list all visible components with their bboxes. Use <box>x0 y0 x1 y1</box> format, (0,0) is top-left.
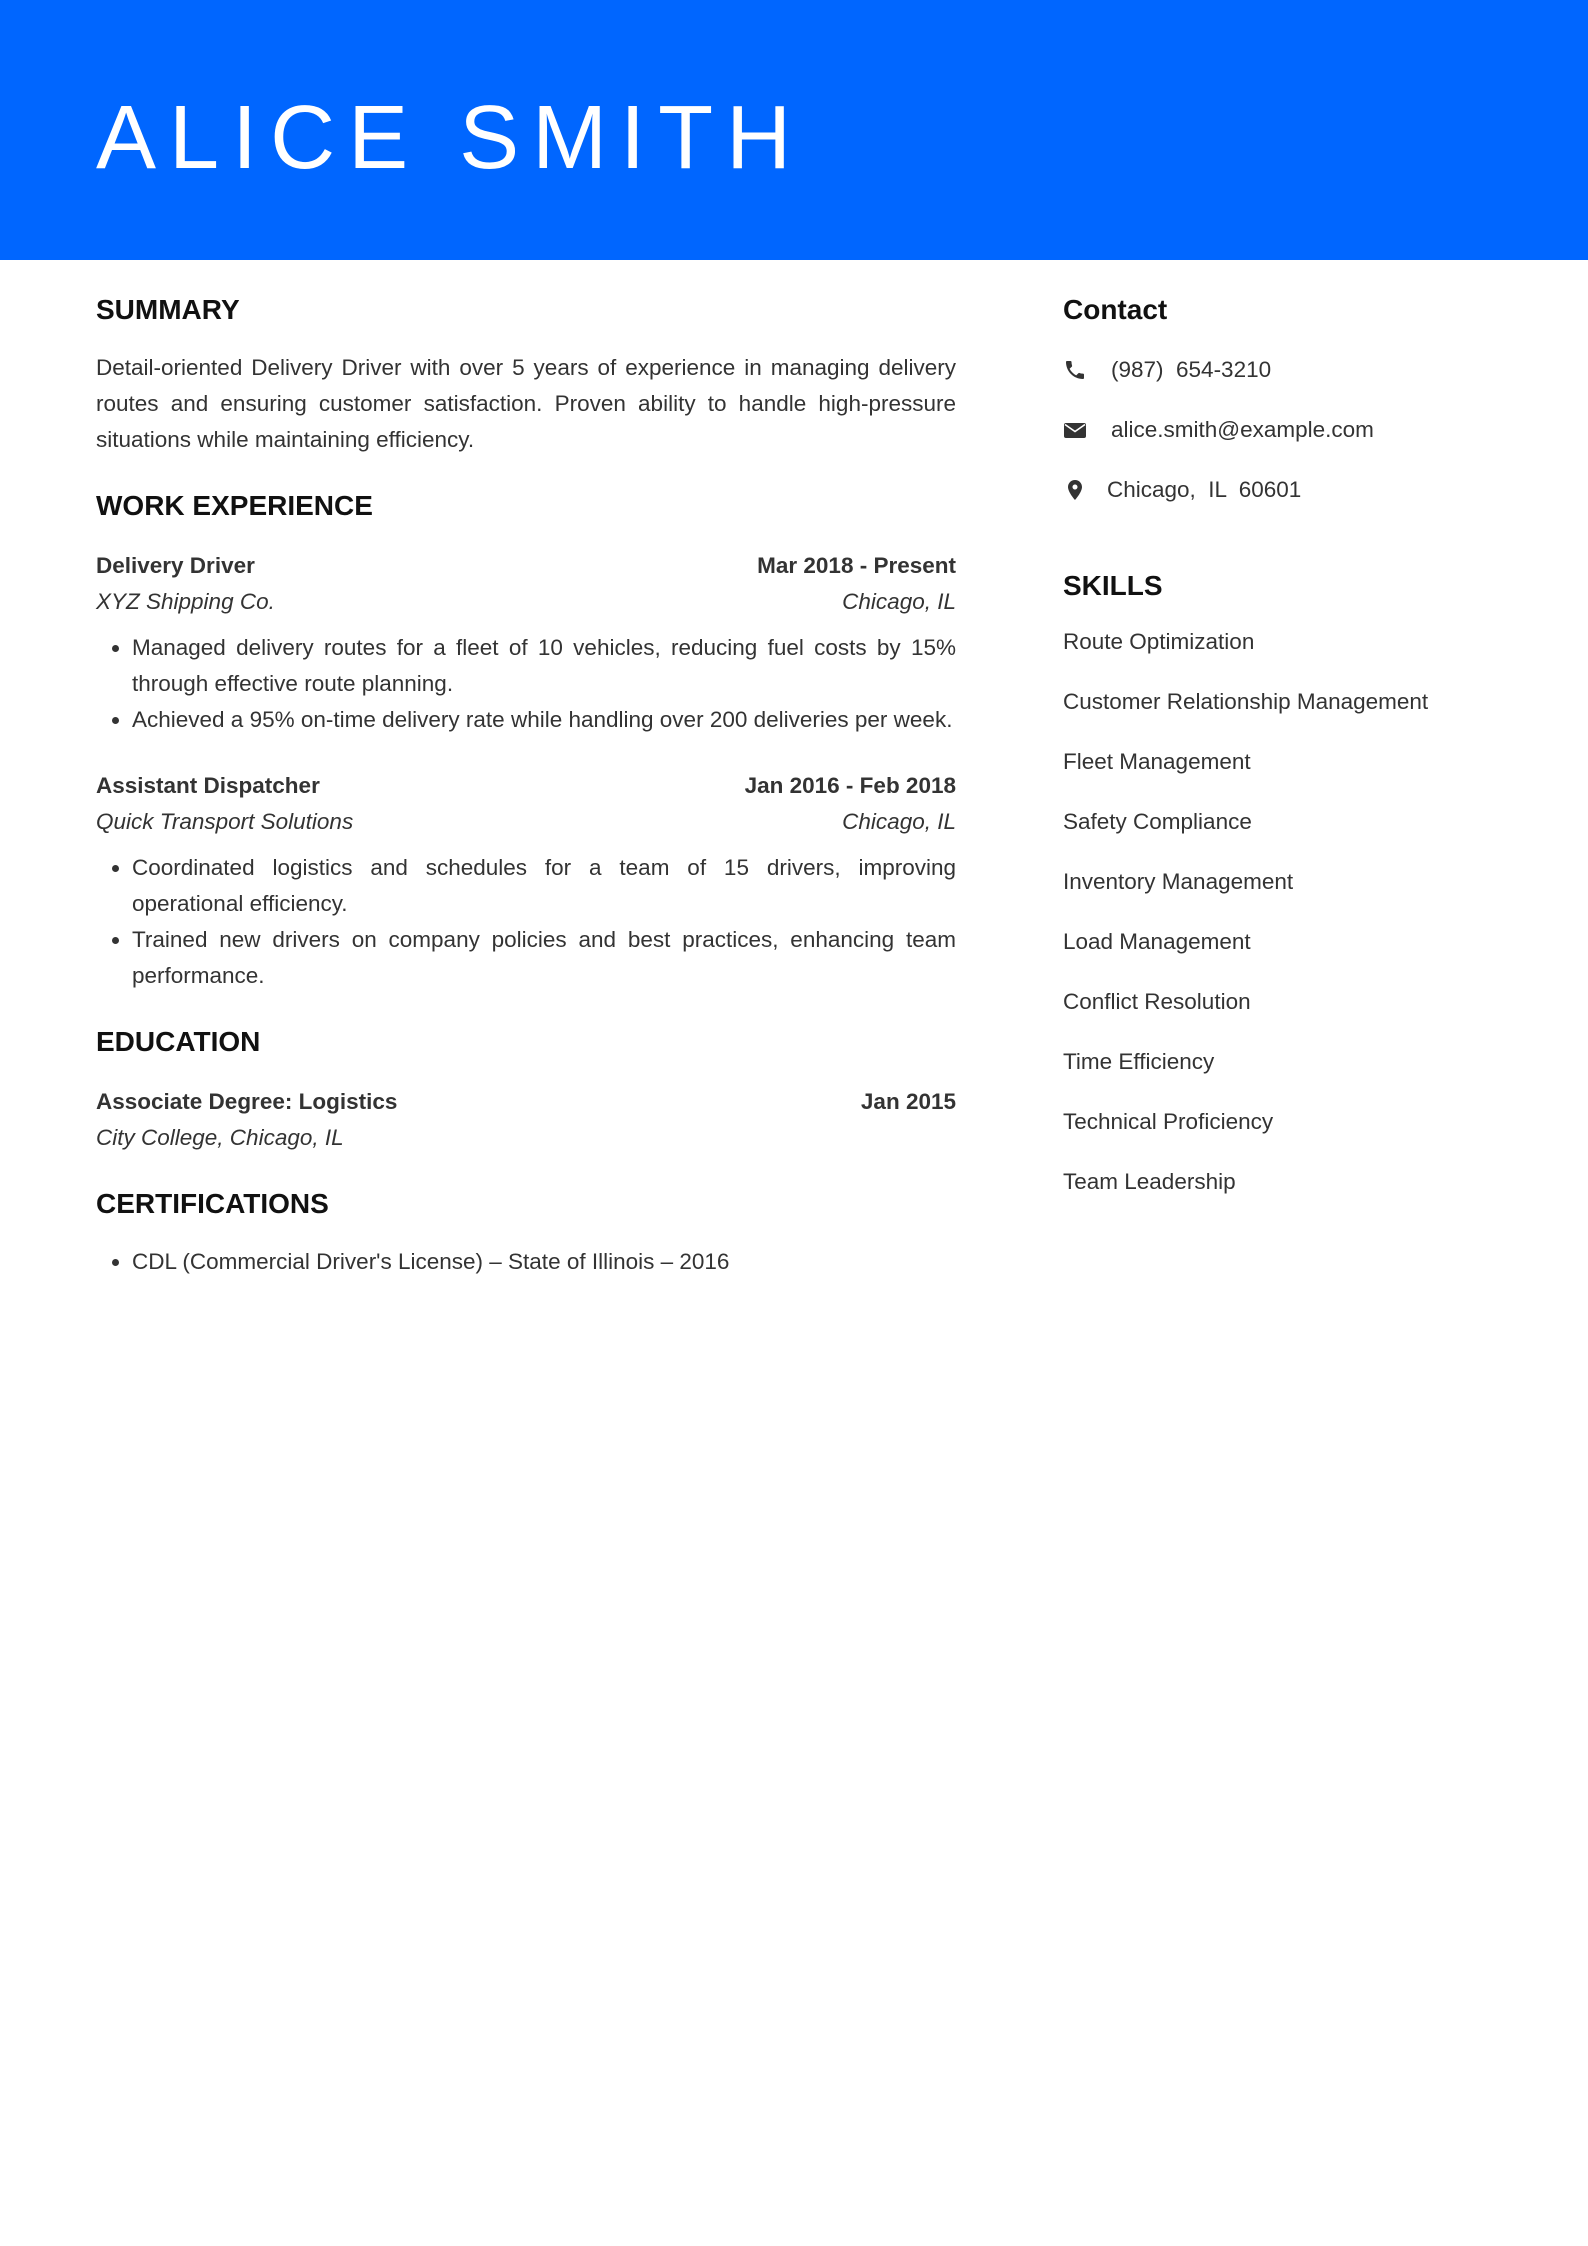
job-bullets <box>96 630 956 738</box>
job-entry <box>96 768 956 994</box>
contact-location <box>1063 472 1503 508</box>
job-company: XYZ Shipping Co. <box>96 589 275 614</box>
job-bullet: • Achieved a 95% on-time delivery rate while handling over 200 deliveries per week. <box>132 702 956 738</box>
skills-section <box>1063 566 1503 1200</box>
contact-email-text: alice.smith@example.com <box>1111 417 1374 442</box>
summary-text: Detail-oriented Delivery Driver with over 5 years of experience in managing delivery routes and ensuring customer satisfaction. Proven ability to handle high-pressure situations while maintaining efficiency. <box>96 355 956 452</box>
job-role: Assistant Dispatcher <box>96 773 320 798</box>
skill-item: Customer Relationship Management <box>1063 689 1429 714</box>
job-location: Chicago, IL <box>842 809 956 834</box>
skill-item: Fleet Management <box>1063 749 1251 774</box>
envelope-icon <box>1063 418 1087 442</box>
contact-email <box>1063 412 1503 448</box>
certifications-list <box>96 1244 956 1280</box>
job-dates: Jan 2016 - Feb 2018 <box>744 773 956 798</box>
job-company-row <box>96 584 956 620</box>
education-section <box>96 1022 956 1156</box>
education-entry <box>96 1084 956 1156</box>
skill-item: Time Efficiency <box>1063 1049 1215 1074</box>
skill-item: Route Optimization <box>1063 629 1255 654</box>
candidate-name: ALICE SMITH <box>96 88 805 188</box>
skill-item: Load Management <box>1063 929 1251 954</box>
skill-item: Team Leadership <box>1063 1169 1236 1194</box>
certification-item: • CDL (Commercial Driver's License) – State of Illinois – 2016 <box>132 1244 956 1280</box>
job-bullets <box>96 850 956 994</box>
job-company-row <box>96 804 956 840</box>
contact-location-text: Chicago, IL 60601 <box>1107 477 1302 502</box>
skills-heading: SKILLS <box>1063 570 1163 601</box>
skills-list <box>1063 624 1503 1200</box>
education-degree: Associate Degree: Logistics <box>96 1089 398 1114</box>
education-heading: EDUCATION <box>96 1026 261 1057</box>
job-bullet: • Trained new drivers on company policies and best practices, enhancing team performance. <box>132 922 956 994</box>
contact-section <box>1063 290 1503 508</box>
job-header-row <box>96 548 956 584</box>
header-banner <box>0 0 1588 260</box>
contact-phone <box>1063 352 1503 388</box>
job-bullet: • Coordinated logistics and schedules for a team of 15 drivers, improving operational efficiency. <box>132 850 956 922</box>
job-dates: Mar 2018 - Present <box>757 553 956 578</box>
job-bullet: • Managed delivery routes for a fleet of 10 vehicles, reducing fuel costs by 15% through effective route planning. <box>132 630 956 702</box>
certifications-section <box>96 1184 956 1280</box>
skill-item: Technical Proficiency <box>1063 1109 1274 1134</box>
summary-heading: SUMMARY <box>96 294 240 325</box>
skill-item: Conflict Resolution <box>1063 989 1251 1014</box>
job-header-row <box>96 768 956 804</box>
education-school: City College, Chicago, IL <box>96 1125 344 1150</box>
contact-list <box>1063 352 1503 508</box>
education-date: Jan 2015 <box>860 1089 956 1114</box>
education-school-row <box>96 1120 956 1156</box>
contact-heading: Contact <box>1063 294 1168 325</box>
main-column <box>96 290 956 1280</box>
job-entry <box>96 548 956 738</box>
job-company: Quick Transport Solutions <box>96 809 354 834</box>
education-header-row <box>96 1084 956 1120</box>
job-location: Chicago, IL <box>842 589 956 614</box>
work-experience-section <box>96 486 956 994</box>
skill-item: Safety Compliance <box>1063 809 1252 834</box>
side-column <box>1063 290 1503 1224</box>
skill-item: Inventory Management <box>1063 869 1294 894</box>
certifications-heading: CERTIFICATIONS <box>96 1188 329 1219</box>
work-experience-heading: WORK EXPERIENCE <box>96 490 373 521</box>
contact-phone-text: (987) 654-3210 <box>1111 357 1272 382</box>
job-role: Delivery Driver <box>96 553 255 578</box>
phone-icon <box>1063 358 1087 382</box>
summary-section <box>96 290 956 458</box>
map-pin-icon <box>1063 478 1087 502</box>
